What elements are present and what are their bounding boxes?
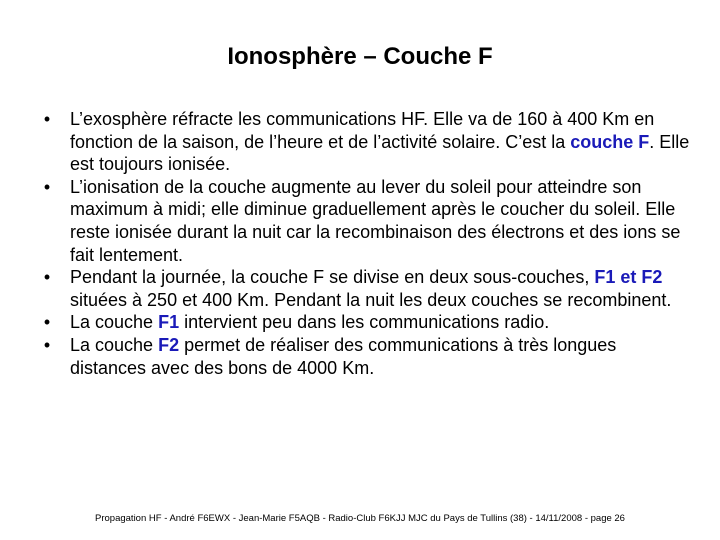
bullet-text: permet de réaliser des communications à très longues distances avec des bons de 4000 Km. <box>70 334 617 378</box>
bullet-text: intervient peu dans les communications radio. <box>179 312 550 333</box>
slide-footer: Propagation HF - André F6EWX - Jean-Marie F5AQB - Radio-Club F6KJJ MJC du Pays de Tullins (38) - 14/11/2008 - page 26 <box>95 513 625 524</box>
bullet-text: La couche <box>70 334 159 355</box>
bullet-list <box>40 108 690 379</box>
bullet-icon: • <box>43 312 51 333</box>
highlight-term: F1 <box>158 312 180 333</box>
bullet-item-2 <box>40 176 690 266</box>
bullet-text: L’ionisation de la couche augmente au lever du soleil pour atteindre son maximum à midi; elle diminue graduellement après le coucher du soleil. Elle reste ionisée durant la nuit car la recombinaison des électrons et des ions se fait lentement. <box>70 176 681 265</box>
bullet-item-4 <box>40 311 690 334</box>
bullet-text: situées à 250 et 400 Km. Pendant la nuit les deux couches se recombinent. <box>70 289 672 310</box>
bullet-item-5 <box>40 334 690 379</box>
bullet-icon: • <box>43 109 51 129</box>
highlight-term: F2 <box>158 334 180 355</box>
bullet-text: La couche <box>70 312 159 333</box>
highlight-term: F1 et F2 <box>594 267 663 288</box>
bullet-icon: • <box>43 176 51 197</box>
bullet-item-3 <box>40 266 690 311</box>
slide-title: Ionosphère – Couche F <box>227 43 493 70</box>
bullet-icon: • <box>43 334 51 355</box>
bullet-text: Pendant la journée, la couche F se divise en deux sous-couches, <box>70 267 595 288</box>
bullet-text: L’exosphère réfracte les communications HF. Elle va de 160 à 400 Km en fonction de la saison, de l’heure et de l’activité solaire. C’est la <box>70 109 655 152</box>
highlight-term: couche F <box>570 131 650 152</box>
bullet-item-1 <box>40 108 690 176</box>
bullet-text: . Elle est toujours ionisée. <box>70 131 690 175</box>
bullet-icon: • <box>43 267 51 288</box>
